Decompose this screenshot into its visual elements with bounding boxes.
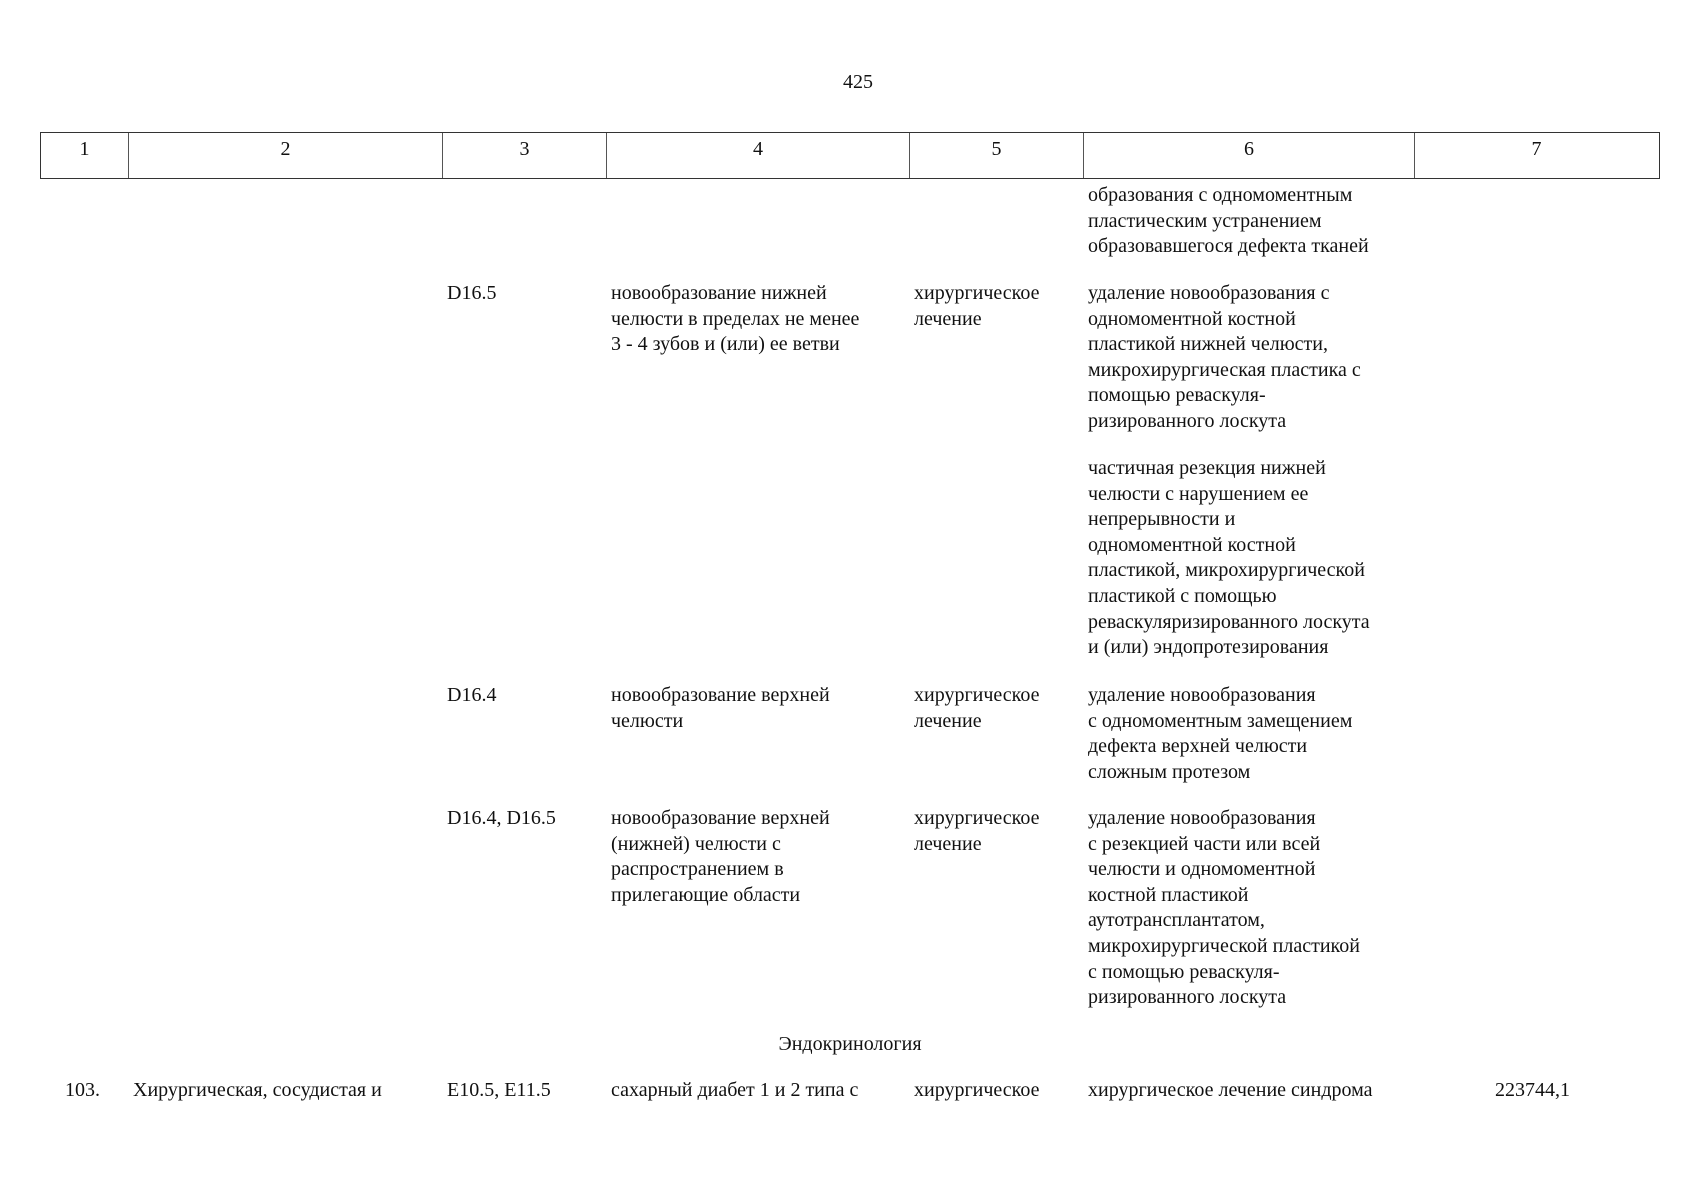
row-103-name: Хирургическая, сосудистая и [133, 1079, 382, 1101]
row-4-method: удаление новообразования с одномоментным замещением дефекта верхней челюсти сложным протезом [1088, 684, 1353, 783]
column-header-6: 6 [1084, 133, 1415, 178]
row-4-treatment: хирургическое лечение [914, 684, 1040, 732]
row-1-method: образования с одномоментным пластическим устранением образовавшегося дефекта тканей [1088, 184, 1369, 258]
column-header-1: 1 [41, 133, 129, 178]
row-2-diagnosis: новообразование нижней челюсти в пределах не менее 3 - 4 зубов и (или) ее ветви [611, 282, 860, 356]
column-header-2: 2 [129, 133, 443, 178]
row-103-code: E10.5, E11.5 [447, 1079, 551, 1101]
column-header-3: 3 [443, 133, 607, 178]
column-header-7: 7 [1531, 138, 1542, 160]
section-title: Эндокринология [778, 1033, 922, 1055]
row-5-diagnosis: новообразование верхней (нижней) челюсти с распространением в прилегающие области [611, 807, 830, 906]
row-103-treatment: хирургическое [914, 1079, 1040, 1101]
row-5-code: D16.4, D16.5 [447, 807, 556, 829]
row-103-method: хирургическое лечение синдрома [1088, 1079, 1373, 1101]
row-4-code: D16.4 [447, 684, 497, 706]
row-5-treatment: хирургическое лечение [914, 807, 1040, 855]
row-2-treatment: хирургическое лечение [914, 282, 1040, 330]
row-103-diagnosis: сахарный диабет 1 и 2 типа с [611, 1079, 859, 1101]
row-2-method: удаление новообразования с одномоментной костной пластикой нижней челюсти, микрохирургическая пластика с помощью реваскуля- ризированного лоскута [1088, 282, 1361, 432]
row-4-diagnosis: новообразование верхней челюсти [611, 684, 830, 732]
row-103-cost: 223744,1 [1495, 1079, 1570, 1101]
page-number: 425 [843, 71, 873, 93]
row-5-method: удаление новообразования с резекцией части или всей челюсти и одномоментной костной пластикой аутотрансплантатом, микрохирургической пластикой с помощью реваскуля- ризированного лоскута [1088, 807, 1360, 1009]
column-header-5: 5 [910, 133, 1084, 178]
column-header-4: 4 [607, 133, 910, 178]
row-3-method: частичная резекция нижней челюсти с нарушением ее непрерывности и одномоментной костной пластикой, микрохирургической пластикой с помощью реваскуляризированного лоскута и (или) эндопротезирования [1088, 457, 1370, 659]
row-2-code: D16.5 [447, 282, 497, 304]
row-103-number: 103. [65, 1079, 100, 1101]
table-header [40, 132, 1660, 179]
